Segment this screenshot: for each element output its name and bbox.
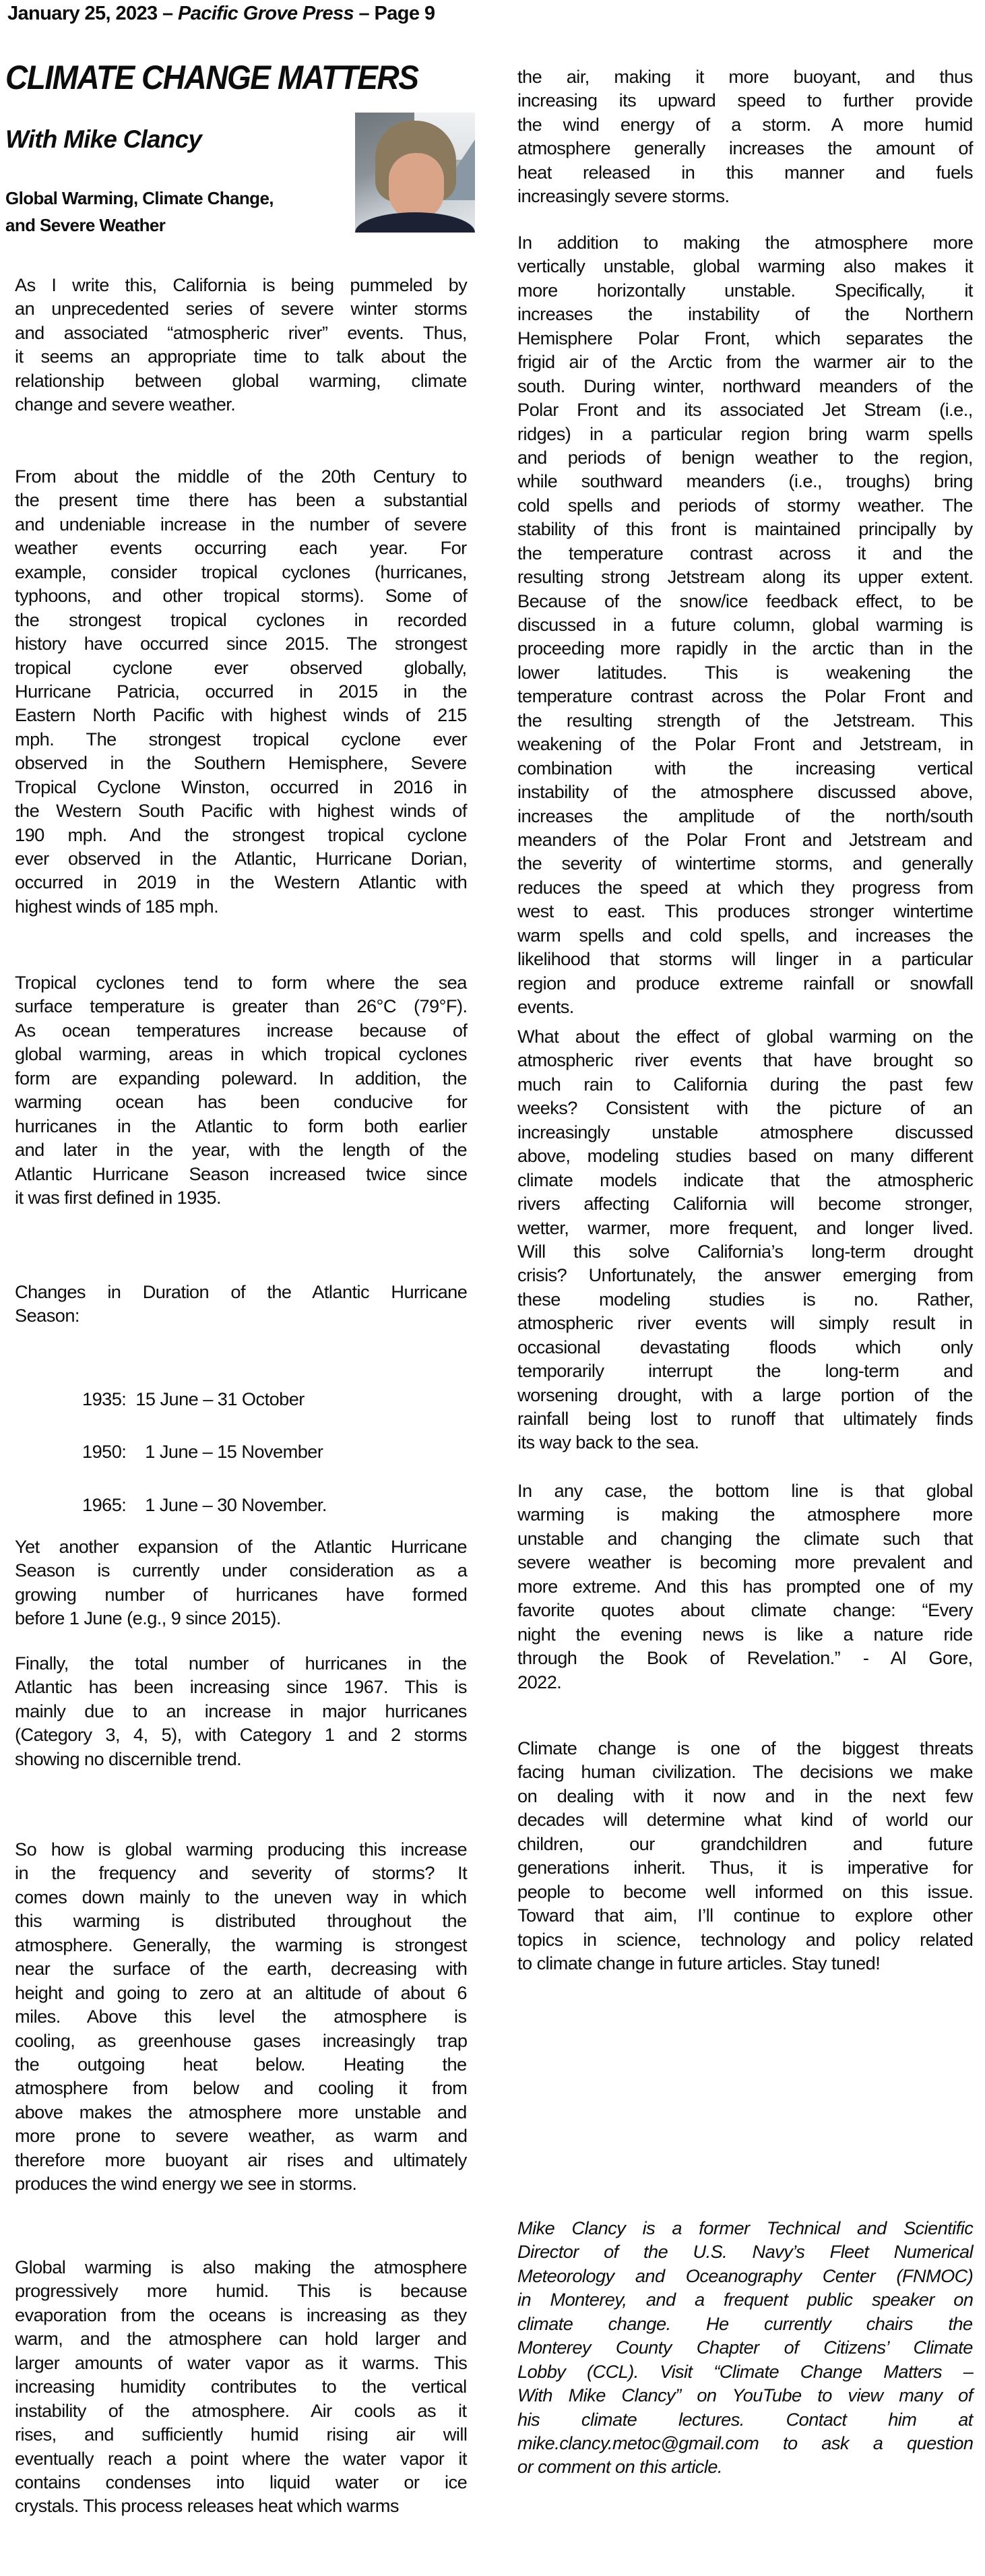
text-line: Will this solve California’s long-term drought xyxy=(517,1240,974,1262)
text-line: typhoons, and other tropical storms). Some of xyxy=(15,585,468,607)
season-range: 1 June – 15 November xyxy=(126,1441,323,1462)
subtitle-line: and Severe Weather xyxy=(5,215,166,235)
text-line: example, consider tropical cyclones (hurricanes, xyxy=(15,561,467,582)
text-line: Monterey County Chapter of Citizens’ Climate xyxy=(517,2337,973,2358)
text-line: before 1 June (e.g., 9 since 2015). xyxy=(15,1607,281,1629)
text-line: the air, making it more buoyant, and thus xyxy=(517,66,973,87)
text-line: As ocean temperatures increase because of xyxy=(15,1019,468,1041)
text-line: an unprecedented series of severe winter storms xyxy=(15,298,468,319)
text-line: In any case, the bottom line is that global xyxy=(517,1480,974,1501)
text-line: more horizontally unstable. Specifically, it xyxy=(517,279,973,301)
text-line: to climate change in future articles. Stay tuned! xyxy=(517,1952,881,1973)
paragraph-bottom-line xyxy=(517,1479,973,1694)
text-line: Lobby (CCL). Visit “Climate Change Matters – xyxy=(517,2360,974,2382)
text-line: mike.clancy.metoc@gmail.com to ask a question xyxy=(517,2432,974,2453)
season-1950 xyxy=(82,1440,323,1463)
text-line: this warming is distributed throughout the xyxy=(15,1910,467,1932)
text-line: night the evening news is like a nature ride xyxy=(517,1623,973,1645)
text-line: cooling, as greenhouse gases increasingly trap xyxy=(15,2029,468,2051)
text-line: worsening drought, with a large portion of the xyxy=(517,1384,973,1405)
text-line: comes down mainly to the uneven way in which xyxy=(15,1886,467,1907)
text-line: above makes the atmosphere more unstable and xyxy=(15,2101,467,2122)
text-line: instability of the atmosphere discussed above, xyxy=(517,781,973,803)
text-line: Tropical Cyclone Winston, occurred in 2016 in xyxy=(15,776,467,797)
text-line: atmosphere. Generally, the warming is strongest xyxy=(15,1934,467,1955)
text-line: it seems an appropriate time to talk about the xyxy=(15,346,467,367)
text-line: occurred in 2019 in the Western Atlantic with xyxy=(15,871,468,893)
text-line: vertically unstable, global warming also makes it xyxy=(517,255,974,277)
text-line: reduces the speed at which they progress from xyxy=(517,876,974,898)
text-line: children, our grandchildren and future xyxy=(517,1833,973,1854)
paragraph-intro xyxy=(15,273,467,417)
text-line: in the frequency and severity of storms? It xyxy=(15,1862,468,1884)
text-line: south. During winter, northward meanders of the xyxy=(517,375,974,396)
text-line: increasing humidity contributes to the vertical xyxy=(15,2376,467,2397)
text-line: west to east. This produces stronger wintertime xyxy=(517,900,974,922)
text-line: height and going to zero at an altitude of about 6 xyxy=(15,1982,467,2003)
text-line: stability of this front is maintained principally by xyxy=(517,518,973,540)
text-line: progressively more humid. This is because xyxy=(15,2280,468,2302)
text-line: As I write this, California is being pummeled by xyxy=(15,274,468,295)
text-line: history have occurred since 2015. The strongest xyxy=(15,633,467,654)
text-line: topics in science, technology and policy related xyxy=(517,1928,974,1950)
article-subtitle xyxy=(5,185,274,239)
text-line: frigid air of the Arctic from the warmer air to the xyxy=(517,351,974,373)
season-1935 xyxy=(82,1387,305,1411)
text-line: climate models indicate that the atmospheric xyxy=(517,1169,974,1190)
text-line: the wind energy of a storm. A more humid xyxy=(517,113,973,135)
text-line: discussed in a future column, global warming is xyxy=(517,614,973,635)
paragraph-buoyancy xyxy=(517,65,973,208)
text-line: Polar Front and its associated Jet Stream (i.e., xyxy=(517,399,973,421)
text-line: weeks? Consistent with the picture of an xyxy=(517,1097,973,1119)
page-number: – Page 9 xyxy=(354,3,435,24)
text-line: the resulting strength of the Jetstream. This xyxy=(517,709,973,731)
paragraph-humidity xyxy=(15,2255,467,2518)
text-line: So how is global warming producing this increase xyxy=(15,1839,468,1860)
text-line: Yet another expansion of the Atlantic Hurricane xyxy=(15,1536,467,1557)
text-line: more extreme. And this has prompted one of my xyxy=(517,1575,973,1597)
text-line: his climate lectures. Contact him at xyxy=(517,2408,973,2430)
paragraph-atmospheric-rivers xyxy=(517,1024,973,1454)
text-line: instability of the atmosphere. Air cools as it xyxy=(15,2399,467,2421)
text-line: these modeling studies is no. Rather, xyxy=(517,1288,974,1310)
text-line: In addition to making the atmosphere more xyxy=(517,232,974,253)
text-line: people to become well informed on this issue. xyxy=(517,1880,974,1902)
text-line: relationship between global warming, climate xyxy=(15,369,467,391)
text-line: Because of the snow/ice feedback effect, to be xyxy=(517,590,974,611)
text-line: rainfall being lost to runoff that ultimately finds xyxy=(517,1408,974,1429)
text-line: temperature contrast across the Polar Front and xyxy=(517,685,973,707)
text-line: Atlantic has been increasing since 1967. This is xyxy=(15,1676,467,1698)
text-line: rivers affecting California will become stronger, xyxy=(517,1193,973,1215)
text-line: Meteorology and Oceanography Center (FNMOC) xyxy=(517,2265,974,2286)
text-line: atmosphere from below and cooling it from xyxy=(15,2077,468,2099)
text-line: facing human civilization. The decisions we make xyxy=(517,1761,973,1783)
text-line: warming is making the atmosphere more xyxy=(517,1504,973,1525)
text-line: or comment on this article. xyxy=(517,2456,722,2478)
text-line: the Western South Pacific with highest winds of xyxy=(15,800,467,822)
text-line: much rain to California during the past few xyxy=(517,1073,973,1095)
text-line: generations inherit. Thus, it is imperative for xyxy=(517,1857,974,1878)
paragraph-expansion xyxy=(15,1535,467,1630)
paragraph-sea-surface xyxy=(15,971,467,1209)
text-line: Toward that aim, I’ll continue to explore other xyxy=(517,1905,973,1926)
text-line: rises, and sufficiently humid rising air will xyxy=(15,2424,468,2445)
text-line: weakening of the Polar Front and Jetstream, in xyxy=(517,733,974,755)
column-byline: With Mike Clancy xyxy=(5,125,202,153)
paragraph-tropical-cyclones xyxy=(15,464,467,918)
season-year: 1965: xyxy=(82,1494,127,1515)
text-line: mph. The strongest tropical cyclone ever xyxy=(15,728,468,749)
text-line: and periods of benign weather to the region, xyxy=(517,446,973,468)
text-line: Mike Clancy is a former Technical and Scientific xyxy=(517,2217,974,2238)
text-line: combination with the increasing vertical xyxy=(517,757,973,778)
text-line: eventually reach a point where the water vapor it xyxy=(15,2447,467,2469)
text-line: evaporation from the oceans is increasing as they xyxy=(15,2304,467,2325)
text-line: Director of the U.S. Navy’s Fleet Numerical xyxy=(517,2241,974,2263)
text-line: proceeding more rapidly in the arctic than in the xyxy=(517,638,973,659)
text-line: through the Book of Revelation.” - Al Gore, xyxy=(517,1647,973,1669)
text-line: highest winds of 185 mph. xyxy=(15,895,219,917)
text-line: (Category 3, 4, 5), with Category 1 and 2 storms xyxy=(15,1724,467,1746)
author-bio xyxy=(517,2216,973,2479)
column-title: CLIMATE CHANGE MATTERS xyxy=(5,59,418,96)
text-line: What about the effect of global warming on the xyxy=(517,1026,974,1047)
text-line: increasingly severe storms. xyxy=(517,185,730,207)
text-line: global warming, areas in which tropical cyclones xyxy=(15,1043,467,1065)
text-line: severe weather is becoming more prevalent and xyxy=(517,1552,973,1573)
text-line: ever observed in the Atlantic, Hurricane Dorian, xyxy=(15,848,468,869)
text-line: warming ocean has been conducive for xyxy=(15,1091,468,1113)
text-line: Atlantic Hurricane Season increased twice since xyxy=(15,1163,468,1184)
text-line: therefore more buoyant air rises and ultimately xyxy=(15,2149,467,2170)
paragraph-polar-front xyxy=(517,231,973,1018)
text-line: change and severe weather. xyxy=(15,394,236,415)
text-line: atmospheric river events will simply result in xyxy=(517,1312,973,1334)
text-line: Changes in Duration of the Atlantic Hurricane xyxy=(15,1281,468,1302)
text-line: 190 mph. And the strongest tropical cyclone xyxy=(15,824,467,845)
text-line: produces the wind energy we see in storms. xyxy=(15,2173,357,2195)
text-line: weather events occurring each year. For xyxy=(15,537,467,559)
text-line: warm spells and cold spells, and increases the xyxy=(517,924,974,946)
text-line: near the surface of the earth, decreasing with xyxy=(15,1958,468,1980)
text-line: Season: xyxy=(15,1305,80,1326)
text-line: With Mike Clancy” on YouTube to view many of xyxy=(517,2385,973,2406)
text-line: contains condenses into liquid water or ice xyxy=(15,2471,468,2492)
text-line: resulting strong Jetstream along its upper extent. xyxy=(517,566,974,588)
text-line: likelihood that storms will linger in a particular xyxy=(517,948,973,970)
text-line: the present time there has been a substantial xyxy=(15,489,468,511)
text-line: surface temperature is greater than 26°C (79°F). xyxy=(15,995,468,1017)
text-line: crisis? Unfortunately, the answer emerging from xyxy=(517,1264,974,1286)
text-line: form are expanding poleward. In addition, the xyxy=(15,1067,467,1088)
text-line: From about the middle of the 20th Century to xyxy=(15,466,467,487)
subtitle-line: Global Warming, Climate Change, xyxy=(5,188,274,208)
paragraph-season-heading xyxy=(15,1280,467,1328)
text-line: and later in the year, with the length of the xyxy=(15,1139,468,1161)
text-line: meanders of the Polar Front and Jetstream and xyxy=(517,828,973,850)
text-line: heat released in this manner and fuels xyxy=(517,161,974,183)
photo-shirt xyxy=(355,212,475,233)
text-line: in Monterey, and a frequent public speaker on xyxy=(517,2289,974,2310)
text-line: increasingly unstable atmosphere discussed xyxy=(517,1121,974,1142)
text-line: temporarily interrupt the long-term and xyxy=(517,1360,973,1382)
text-line: increases the instability of the Northern xyxy=(517,303,974,325)
text-line: and associated “atmospheric river” events. Thus, xyxy=(15,321,467,343)
text-line: increases the amplitude of the north/south xyxy=(517,805,974,826)
text-line: wetter, warmer, more frequent, and longer lived. xyxy=(517,1217,974,1238)
photo-face xyxy=(389,153,444,220)
text-line: showing no discernible trend. xyxy=(15,1748,242,1769)
text-line: unstable and changing the climate such that xyxy=(517,1527,973,1549)
text-line: the outgoing heat below. Heating the xyxy=(15,2053,467,2075)
text-line: on dealing with it now and in the next few xyxy=(517,1785,973,1806)
text-line: crystals. This process releases heat which warms xyxy=(15,2495,399,2517)
text-line: above, modeling studies based on many different xyxy=(517,1145,974,1167)
text-line: decades will determine what kind of world our xyxy=(517,1809,973,1831)
season-range: 15 June – 31 October xyxy=(126,1388,305,1409)
text-line: and undeniable increase in the number of severe xyxy=(15,513,467,534)
text-line: Climate change is one of the biggest threats xyxy=(517,1738,974,1758)
text-line: the severity of wintertime storms, and generally xyxy=(517,853,973,874)
text-line: growing number of hurricanes have formed xyxy=(15,1583,468,1605)
paragraph-conclusion xyxy=(517,1736,973,1975)
text-line: cold spells and periods of stormy weather. The xyxy=(517,494,973,516)
text-line: Eastern North Pacific with highest winds of 215 xyxy=(15,704,467,726)
text-line: lower latitudes. This is weakening the xyxy=(517,661,973,683)
text-line: atmospheric river events that have brought so xyxy=(517,1049,973,1071)
season-1965 xyxy=(82,1493,327,1516)
text-line: events. xyxy=(517,996,574,1017)
issue-date: January 25, 2023 – xyxy=(7,3,179,24)
text-line: increasing its upward speed to further provide xyxy=(517,90,973,111)
text-line: mainly due to an increase in major hurricanes xyxy=(15,1700,467,1721)
text-line: climate change. He currently chairs the xyxy=(517,2312,973,2334)
text-line: Global warming is also making the atmosphere xyxy=(15,2257,467,2277)
text-line: its way back to the sea. xyxy=(517,1432,699,1453)
text-line: Finally, the total number of hurricanes in the xyxy=(15,1653,467,1674)
season-range: 1 June – 30 November. xyxy=(126,1494,327,1515)
text-line: larger amounts of water vapor as it warms. This xyxy=(15,2352,468,2373)
text-line: 2022. xyxy=(517,1671,562,1692)
text-line: Tropical cyclones tend to form where the sea xyxy=(15,972,467,993)
season-year: 1950: xyxy=(82,1441,127,1462)
author-photo xyxy=(355,113,475,233)
text-line: Hemisphere Polar Front, which separates the xyxy=(517,327,973,348)
text-line: it was first defined in 1935. xyxy=(15,1186,221,1208)
text-line: while southward meanders (i.e., troughs) bring xyxy=(517,470,973,492)
text-line: the strongest tropical cyclones in recorded xyxy=(15,609,467,630)
paragraph-hurricane-count xyxy=(15,1651,467,1771)
text-line: tropical cyclone ever observed globally, xyxy=(15,656,467,678)
text-line: warm, and the atmosphere can hold larger and xyxy=(15,2328,467,2350)
text-line: atmosphere generally increases the amount of xyxy=(517,137,973,159)
text-line: ridges) in a particular region bring warm spells xyxy=(517,423,973,444)
publication-name: Pacific Grove Press xyxy=(178,3,354,24)
season-year: 1935: xyxy=(82,1388,127,1409)
text-line: miles. Above this level the atmosphere is xyxy=(15,2006,467,2027)
text-line: Hurricane Patricia, occurred in 2015 in the xyxy=(15,680,468,702)
paragraph-uneven-warming xyxy=(15,1837,467,2196)
text-line: occasional devastating floods which only xyxy=(517,1336,973,1357)
dateline xyxy=(7,3,435,25)
text-line: Season is currently under consideration as a xyxy=(15,1560,468,1581)
text-line: the temperature contrast across it and the xyxy=(517,542,974,563)
text-line: hurricanes in the Atlantic to form both earlier xyxy=(15,1115,468,1136)
text-line: favorite quotes about climate change: “Every xyxy=(517,1599,973,1621)
text-line: observed in the Southern Hemisphere, Severe xyxy=(15,752,467,774)
text-line: region and produce extreme rainfall or snowfall xyxy=(517,972,974,993)
text-line: more prone to severe weather, as warm and xyxy=(15,2125,468,2147)
